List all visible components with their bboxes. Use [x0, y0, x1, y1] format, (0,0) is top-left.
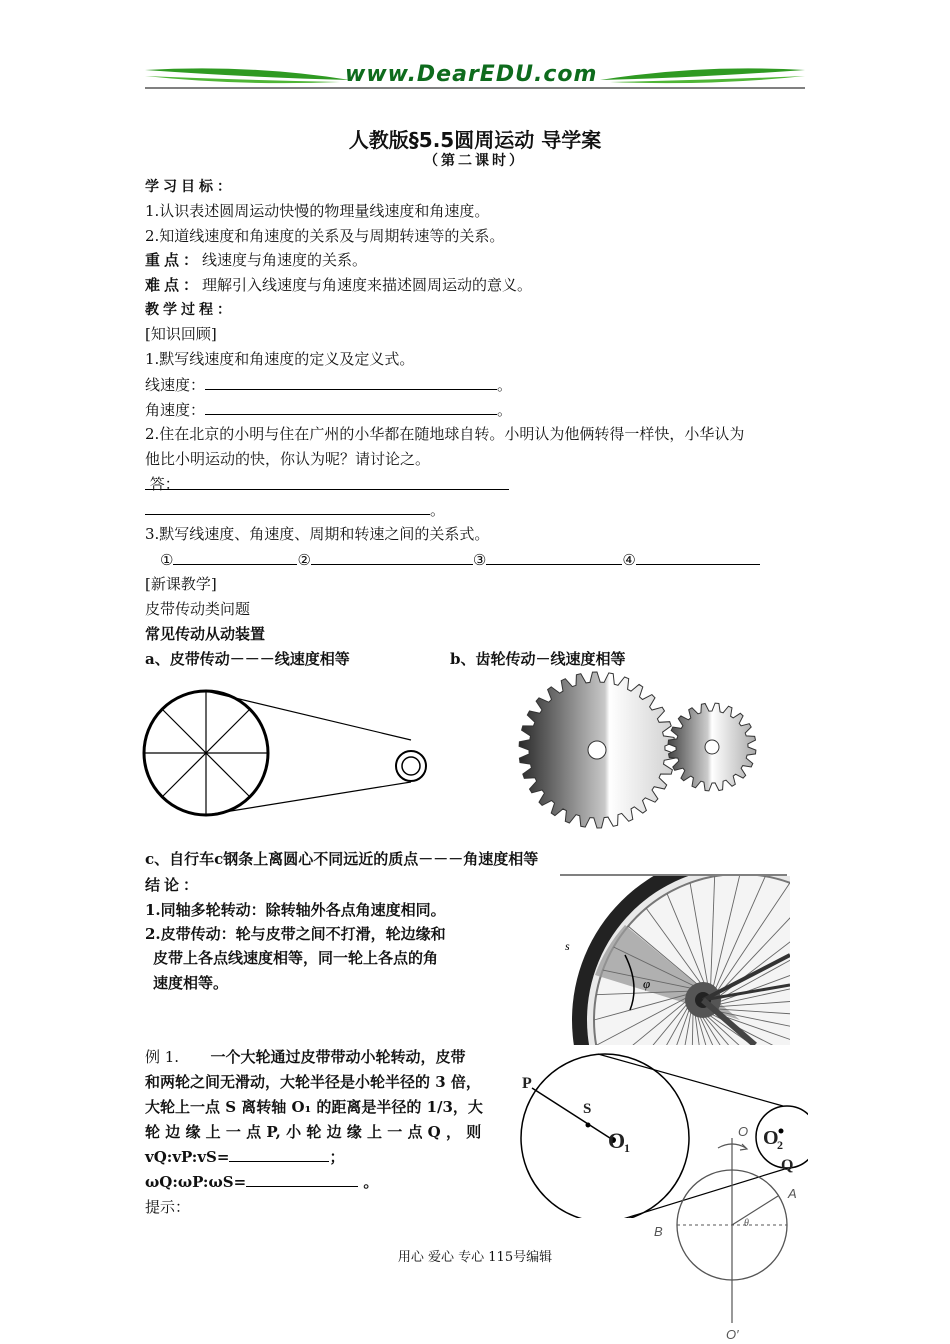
- answer-line: [145, 474, 509, 494]
- question-2-line2: 他比小明运动的快，你认为呢？请讨论之。: [145, 450, 431, 468]
- mark-1: ①: [160, 551, 174, 569]
- bike-caption: c、自行车c钢条上离圆心不同远近的质点－－－角速度相等: [145, 850, 539, 868]
- angular-velocity-blank[interactable]: [205, 399, 497, 415]
- question-3: 3.默写线速度、角速度、周期和转速之间的关系式。: [145, 525, 490, 543]
- example-line1: [145, 1045, 505, 1070]
- bicycle-wheel-diagram: [555, 870, 790, 1045]
- answer-blank[interactable]: [145, 474, 509, 493]
- relation-blank-3[interactable]: [486, 549, 622, 565]
- mark-2: ②: [297, 551, 311, 569]
- example-line3: 大轮上一点 S 离转轴 O₁ 的距离是半径的 1/3，大: [145, 1098, 483, 1116]
- label-o1-sub: 1: [624, 1141, 630, 1155]
- relation-blanks: [160, 549, 760, 570]
- bike-label-phi: φ: [643, 976, 651, 991]
- mark-3: ③: [472, 551, 487, 569]
- answer-blank-2[interactable]: [145, 499, 430, 515]
- linear-velocity-label: 线速度：: [145, 376, 206, 394]
- example-line6: [145, 1170, 505, 1195]
- relation-blank-1[interactable]: [173, 549, 297, 565]
- difficulty: [145, 275, 532, 295]
- gear-drive-diagram: [515, 670, 760, 830]
- small-gear: [668, 703, 756, 791]
- bigGear-hole: [588, 741, 606, 759]
- angular-ratio-end: 。: [363, 1173, 379, 1191]
- angular-ratio-label: ωQ:ωP:ωS=: [145, 1173, 247, 1191]
- example-label: 例 1.: [145, 1048, 180, 1066]
- process-heading: 教学过程：: [145, 302, 235, 318]
- example-line1-text: 一个大轮通过皮带带动小轮转动，皮带: [210, 1048, 466, 1066]
- angular-velocity-label: 角速度：: [145, 401, 206, 419]
- axis-label-o: O: [738, 1124, 749, 1139]
- answer-label: 答：: [149, 475, 180, 493]
- angular-velocity-line: [145, 399, 512, 420]
- page-title: 人教版§5.5圆周运动 导学案: [348, 128, 602, 152]
- smallGear-hole: [705, 740, 719, 754]
- objectives-heading: 学习目标：: [145, 179, 235, 195]
- key-point-label: 重点：: [145, 251, 203, 269]
- example-hint: 提示：: [145, 1198, 191, 1216]
- gear-caption: b、齿轮传动－线速度相等: [450, 650, 626, 668]
- conclusion-2-line3: 速度相等。: [153, 974, 229, 992]
- difficulty-label: 难点：: [145, 276, 203, 294]
- label-o1: O: [608, 1128, 626, 1153]
- velocity-ratio-blank[interactable]: [229, 1146, 329, 1162]
- conclusion-1: 1.同轴多轮转动：除转轴外各点角速度相同。: [145, 901, 446, 919]
- belt-caption: a、皮带传动－－－线速度相等: [145, 650, 350, 668]
- footer: 用心 爱心 专心 115号编辑: [397, 1250, 553, 1265]
- conclusion-heading: 结论：: [145, 876, 203, 894]
- axis-label-theta: θ: [744, 1218, 749, 1229]
- question-2-line1: 2.住在北京的小明与住在广州的小华都在随地球自转。小明认为他俩转得一样快，小华认为: [145, 425, 745, 443]
- example-1: [145, 1045, 505, 1220]
- example-line5: [145, 1145, 505, 1170]
- period-mark: 。: [497, 401, 513, 419]
- new-lesson-heading: [新课教学]: [145, 575, 217, 593]
- difficulty-text: 理解引入线速度与角速度来描述圆周运动的意义。: [202, 276, 533, 294]
- angular-ratio-blank[interactable]: [246, 1171, 358, 1187]
- key-point: [145, 250, 367, 270]
- page-subtitle: （第二课时）: [424, 153, 526, 169]
- velocity-ratio-end: ；: [329, 1148, 345, 1166]
- axis-label-o-prime: O′: [726, 1327, 739, 1342]
- period-mark: 。: [497, 376, 513, 394]
- review-heading: [知识回顾]: [145, 325, 217, 343]
- label-o2: O: [763, 1127, 779, 1149]
- linear-velocity-blank[interactable]: [205, 374, 497, 390]
- bike-label-s: s: [565, 939, 570, 953]
- label-o2-sub: 2: [777, 1138, 783, 1152]
- conclusion-2-line1: 2.皮带传动：轮与皮带之间不打滑，轮边缘和: [145, 925, 446, 943]
- conclusion-2-line2: 皮带上各点线速度相等，同一轮上各点的角: [153, 949, 439, 967]
- velocity-ratio-label: vQ:vP:vS=: [145, 1148, 230, 1166]
- question-1: 1.默写线速度和角速度的定义及定义式。: [145, 350, 415, 368]
- label-p: P: [522, 1075, 532, 1092]
- relation-blank-2[interactable]: [311, 549, 473, 565]
- answer-line-2: [145, 499, 445, 520]
- axis-label-a: A: [788, 1186, 797, 1201]
- label-q: Q: [781, 1157, 794, 1174]
- axis-label-b: B: [654, 1224, 663, 1239]
- relation-blank-4[interactable]: [636, 549, 760, 565]
- mark-4: ④: [622, 551, 636, 569]
- example-line2: 和两轮之间无滑动，大轮半径是小轮半径的 3 倍，: [145, 1073, 481, 1091]
- common-heading: 常见传动从动装置: [145, 625, 266, 643]
- linear-velocity-line: [145, 374, 512, 395]
- label-s: S: [583, 1101, 592, 1117]
- belt-drive-diagram: [140, 680, 440, 832]
- topic: 皮带传动类问题: [145, 600, 251, 618]
- key-point-text: 线速度与角速度的关系。: [202, 251, 368, 269]
- header-url: www.DearEDU.com: [345, 62, 598, 87]
- objective-1: 1.认识表述圆周运动快慢的物理量线速度和角速度。: [145, 202, 490, 220]
- example-line4: 轮 边 缘 上 一 点 P, 小 轮 边 缘 上 一 点 Q ， 则: [145, 1123, 482, 1141]
- objective-2: 2.知道线速度和角速度的关系及与周期转速等的关系。: [145, 227, 505, 245]
- rotation-axis-diagram: [650, 1118, 800, 1342]
- period-mark: 。: [430, 501, 446, 519]
- large-gear: [519, 672, 675, 828]
